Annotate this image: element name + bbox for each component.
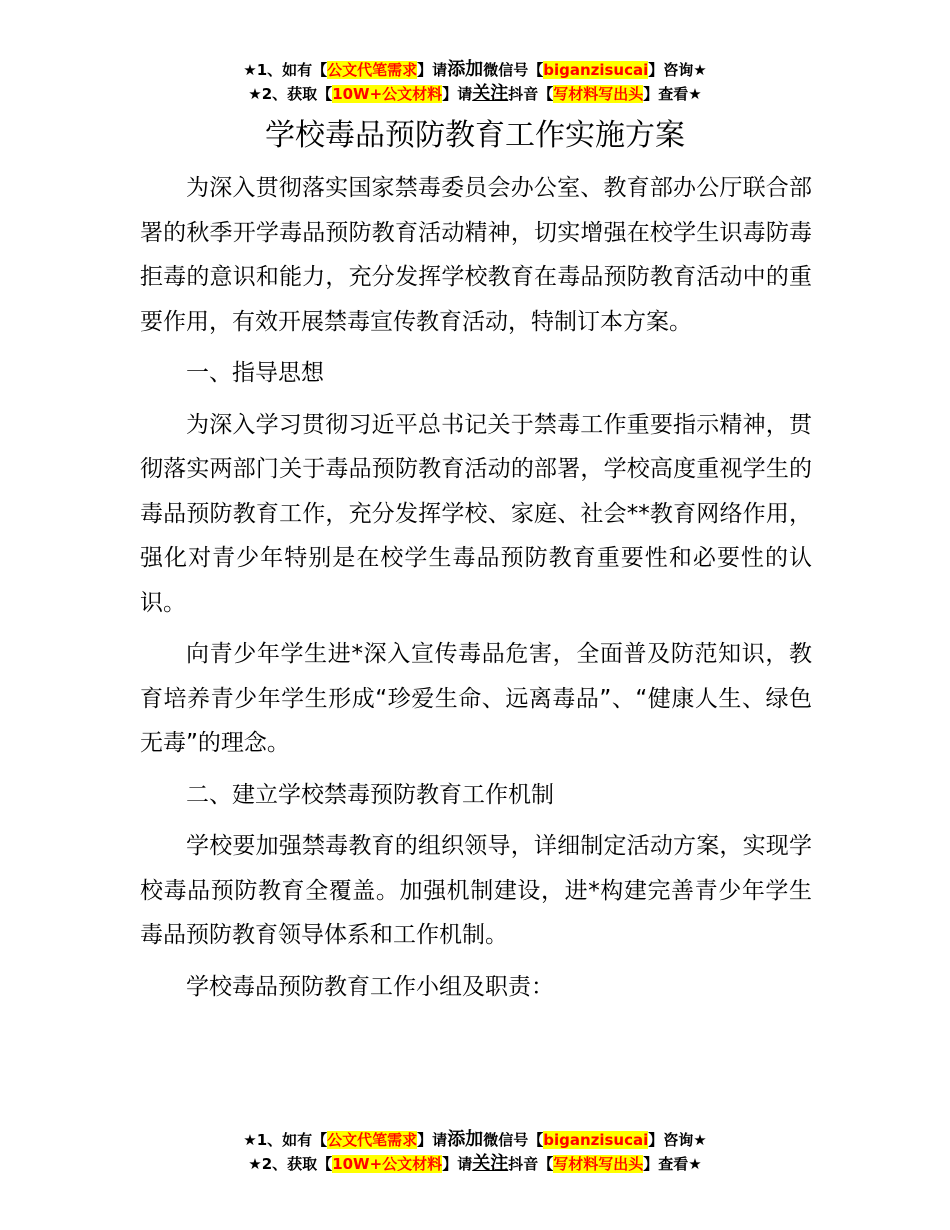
paragraph-intro: 为深入贯彻落实国家禁毒委员会办公室、教育部办公厅联合部署的秋季开学毒品预防教育活动精神，切实增强在校学生识毒防毒拒毒的意识和能力，充分发挥学校教育在毒品预防教育活动中的重要作用，有效开展禁毒宣传教育活动，特制订本方案。 [140,175,812,335]
highlight-douyin: 写材料写出头 [553,85,644,103]
highlight-materials: 10W+公文材料 [332,1155,443,1173]
banner-line-1: ★1、如有【公文代笔需求】请添加微信号【biganzisucai】咨询★ [243,59,707,80]
highlight-service: 公文代笔需求 [327,61,418,79]
highlight-service: 公文代笔需求 [327,1131,418,1149]
banner-line-2: ★2、获取【10W+公文材料】请关注抖音【写材料写出头】查看★ [248,83,702,104]
highlight-materials: 10W+公文材料 [332,85,443,103]
section-heading-2: 二、建立学校禁毒预防教育工作机制 [186,781,554,808]
banner-line-2: ★2、获取【10W+公文材料】请关注抖音【写材料写出头】查看★ [248,1153,702,1174]
paragraph-mechanism-1: 学校要加强禁毒教育的组织领导，详细制定活动方案，实现学校毒品预防教育全覆盖。加强机制建设，进*构建完善青少年学生毒品预防教育领导体系和工作机制。 [140,833,812,948]
banner-line-1: ★1、如有【公文代笔需求】请添加微信号【biganzisucai】咨询★ [243,1129,707,1150]
paragraph-guiding-2: 向青少年学生进*深入宣传毒品危害，全面普及防范知识，教育培养青少年学生形成“珍爱生命、远离毒品”、“健康人生、绿色无毒”的理念。 [140,641,812,756]
footer-banner [0,1128,950,1176]
paragraph-guiding-1: 为深入学习贯彻习近平总书记关于禁毒工作重要指示精神，贯彻落实两部门关于毒品预防教育活动的部署，学校高度重视学生的毒品预防教育工作，充分发挥学校、家庭、社会**教育网络作用，强化对青少年特别是在校学生毒品预防教育重要性和必要性的认识。 [140,411,812,616]
highlight-wechat-id: biganzisucai [543,1131,649,1149]
paragraph-mechanism-2: 学校毒品预防教育工作小组及职责： [186,973,554,1000]
highlight-douyin: 写材料写出头 [553,1155,644,1173]
document-title: 学校毒品预防教育工作实施方案 [265,118,685,153]
highlight-wechat-id: biganzisucai [543,61,649,79]
document-body [140,166,812,1016]
section-heading-1: 一、指导思想 [186,360,324,386]
header-banner [0,58,950,106]
